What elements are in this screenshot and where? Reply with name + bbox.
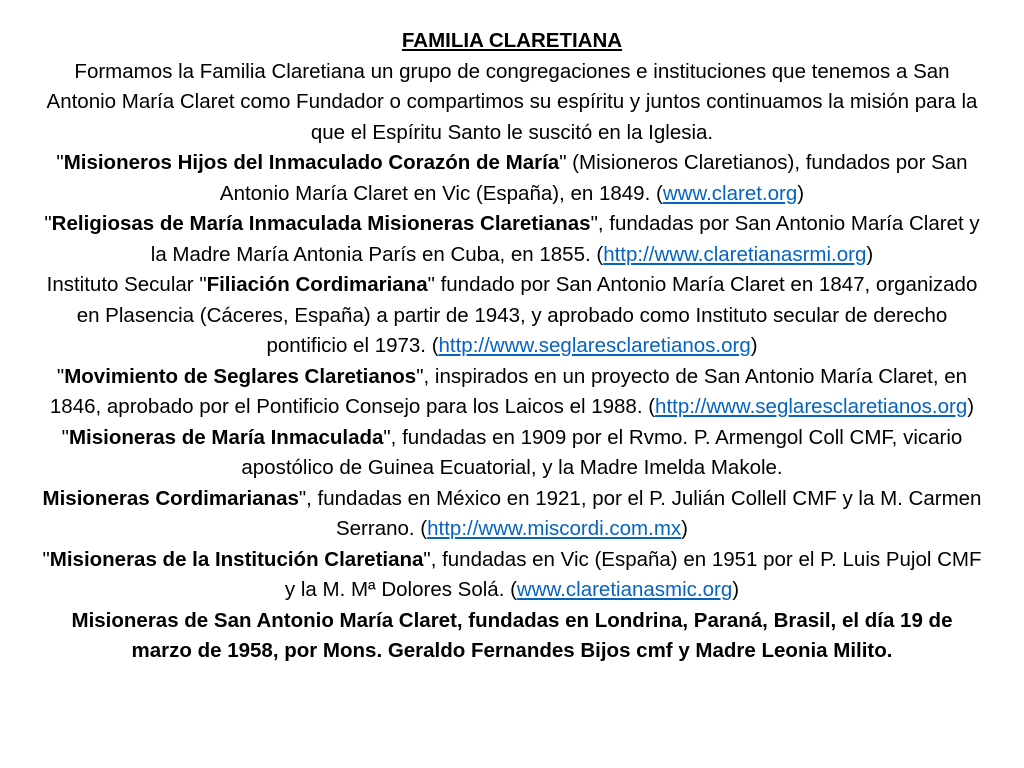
entry-suffix: ) [797, 181, 805, 205]
entry-misioneros-claretianos [40, 148, 984, 209]
entry-suffix: ) [750, 334, 758, 357]
page-title: FAMILIA CLARETIANA [401, 29, 623, 52]
entry-suffix: ) [681, 517, 688, 540]
entry-link[interactable]: http://www.seglaresclaretianos.org [438, 334, 751, 357]
entry-name: Misioneras de la Institución Claretiana [49, 547, 424, 571]
entry-misioneras-cordimarianas [40, 484, 984, 545]
entry-description: " fundado por San Antonio María Claret en 1847, organizado en Plasencia (Cáceres, España) a partir de 1943, y aprobado como Instituto secular de derecho pontificio el 1973. ( [76, 273, 978, 357]
entry-description: ", fundadas en Vic (España) en 1951 por el P. Luis Pujol CMF y la M. Mª Dolores Solá. ( [284, 547, 982, 601]
entry-suffix: ) [967, 395, 975, 418]
entry-description: ", fundadas en 1909 por el Rvmo. P. Armengol Coll CMF, vicario apostólico de Guinea Ecuatorial, y la Madre Imelda Makole. [241, 425, 963, 479]
entry-prefix: " [42, 547, 50, 571]
entry-description: ", fundadas en México en 1921, por el P. Julián Collell CMF y la M. Carmen Serrano. ( [298, 486, 982, 540]
entry-link[interactable]: http://www.seglaresclaretianos.org [655, 395, 968, 418]
entry-description: " (Misioneros Claretianos), fundados por San Antonio María Claret en Vic (España), en 1849. ( [219, 151, 968, 205]
entry-suffix: ) [866, 242, 874, 266]
closing-paragraph: Misioneras de San Antonio María Claret, fundadas en Londrina, Paraná, Brasil, el día 19 de marzo de 1958, por Mons. Geraldo Fernandes Bijos cmf y Madre Leonia Milito. [71, 608, 953, 662]
entry-name: Movimiento de Seglares Claretianos [64, 364, 417, 388]
entry-description: ", fundadas por San Antonio María Claret y la Madre María Antonia París en Cuba, en 1855. ( [150, 212, 980, 266]
entry-description: ", inspirados en un proyecto de San Antonio María Claret, en 1846, aprobado por el Pontificio Consejo para los Laicos el 1988. ( [49, 364, 968, 418]
entry-name: Religiosas de María Inmaculada Misioneras Claretianas [51, 212, 591, 235]
entry-misioneras-maria-inmaculada [40, 423, 984, 484]
entry-name: Misioneras Cordimarianas [42, 486, 299, 510]
entry-prefix: " [44, 212, 52, 235]
entry-link[interactable]: http://www.claretianasrmi.org [603, 242, 867, 266]
entry-institucion-claretiana [40, 545, 984, 606]
entry-name: Filiación Cordimariana [206, 273, 428, 296]
entry-filiacion-cordimariana [40, 270, 984, 362]
entry-prefix: " [61, 425, 69, 449]
entry-prefix: " [56, 364, 65, 388]
entry-prefix: " [56, 151, 64, 174]
slide-body [40, 26, 984, 667]
entry-name: Misioneros Hijos del Inmaculado Corazón de María [63, 151, 560, 174]
entry-name: Misioneras de María Inmaculada [68, 425, 384, 449]
entry-link[interactable]: www.claret.org [662, 181, 798, 205]
entry-suffix: ) [732, 578, 740, 601]
entry-link[interactable]: http://www.miscordi.com.mx [427, 517, 682, 540]
entry-seglares-claretianos [40, 362, 984, 423]
entry-prefix: Instituto Secular " [46, 273, 207, 296]
intro-paragraph: Formamos la Familia Claretiana un grupo de congregaciones e instituciones que tenemos a San Antonio María Claret como Fundador o compartimos su espíritu y juntos continuamos la misión para la que el Espíritu Santo le suscitó en la Iglesia. [46, 59, 978, 144]
entry-religiosas-rmi [40, 209, 984, 270]
entry-link[interactable]: www.claretianasmic.org [516, 578, 733, 601]
